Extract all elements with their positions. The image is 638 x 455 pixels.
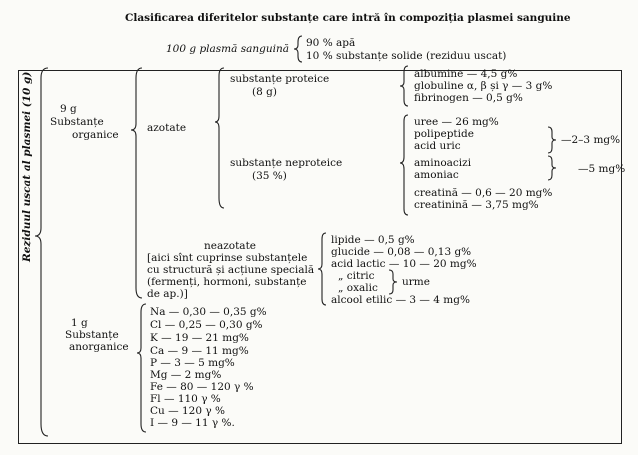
organic-label-2: organice xyxy=(72,129,119,141)
uree: uree — 26 mg% xyxy=(414,116,499,128)
organic-amount: 9 g xyxy=(60,103,77,115)
mineral-cl: Cl — 0,25 — 0,30 g% xyxy=(150,319,263,331)
neazotate-note-4: de ap.)] xyxy=(147,288,188,300)
azotate-label: azotate xyxy=(147,122,187,134)
brace-proteice xyxy=(400,66,408,106)
acid-uric: acid uric xyxy=(414,140,461,152)
organic-label-1: Substanțe xyxy=(50,116,104,128)
aminoacizi: aminoacizi xyxy=(414,157,472,169)
proteice-amount: (8 g) xyxy=(252,86,277,98)
mineral-p: P — 3 — 5 mg% xyxy=(150,357,235,369)
mineral-k: K — 19 — 21 mg% xyxy=(150,332,249,344)
creatina: creatină — 0,6 — 20 mg% xyxy=(414,187,553,199)
brace-urme xyxy=(389,270,397,294)
neazotate-note-1: [aici sînt cuprinse substanțele xyxy=(147,252,308,264)
group1-value: —2–3 mg% xyxy=(561,134,621,146)
globuline: globuline α, β și γ — 3 g% xyxy=(414,80,553,92)
brace-azotate xyxy=(215,68,224,208)
neazotate-note-2: cu structură și acțiune specială xyxy=(147,264,315,276)
brace-organic xyxy=(131,68,142,298)
neproteice-amount: (35 %) xyxy=(252,170,287,182)
mineral-fl: Fl — 110 γ % xyxy=(150,393,221,405)
brace-residue xyxy=(35,68,48,436)
mineral-na: Na — 0,30 — 0,35 g% xyxy=(150,306,267,318)
glucide: glucide — 0,08 — 0,13 g% xyxy=(331,246,472,258)
albumine: albumine — 4,5 g% xyxy=(414,68,518,80)
alcool-etilic: alcool etilic — 3 — 4 mg% xyxy=(331,294,470,306)
fibrinogen: fibrinogen — 0,5 g% xyxy=(414,92,523,104)
brace-group1 xyxy=(548,127,556,153)
inorganic-amount: 1 g xyxy=(71,317,88,329)
neazotate-note-3: (fermenți, hormoni, substanțe xyxy=(147,276,307,288)
lipide: lipide — 0,5 g% xyxy=(331,234,415,246)
mineral-mg: Mg — 2 mg% xyxy=(150,369,222,381)
mineral-cu: Cu — 120 γ % xyxy=(150,405,225,417)
neazotate-label: neazotate xyxy=(204,240,257,252)
group2-value: —5 mg% xyxy=(578,163,626,175)
amoniac: amoniac xyxy=(414,169,459,181)
inorganic-label-2: anorganice xyxy=(69,341,129,353)
mineral-i: I — 9 — 11 γ %. xyxy=(150,417,235,429)
brace-group2 xyxy=(548,156,556,180)
acid-citric: „ citric xyxy=(338,270,375,282)
brace-inorganic xyxy=(137,304,146,432)
brace-neproteice xyxy=(400,115,408,215)
proteice-label: substanțe proteice xyxy=(230,73,330,85)
brace-neazotate xyxy=(318,233,326,305)
header-water: 90 % apă xyxy=(306,37,356,49)
polipeptide: polipeptide xyxy=(414,128,474,140)
brace-header xyxy=(294,36,302,62)
creatinina: creatinină — 3,75 mg% xyxy=(414,199,539,211)
acid-oxalic: „ oxalic xyxy=(338,282,378,294)
side-label-residue: Reziduul uscat al plasmei (10 g) xyxy=(21,71,33,262)
mineral-fe: Fe — 80 — 120 γ % xyxy=(150,381,254,393)
mineral-ca: Ca — 9 — 11 mg% xyxy=(150,345,249,357)
header-solids: 10 % substanțe solide (reziduu uscat) xyxy=(306,50,507,62)
urme: urme xyxy=(402,276,430,288)
document-title: Clasificarea diferitelor substanțe care intră în compoziția plasmei sanguine xyxy=(125,12,571,24)
neproteice-label: substanțe neproteice xyxy=(230,157,343,169)
header-plasma-label: 100 g plasmă sanguină xyxy=(166,43,289,55)
acid-lactic: acid lactic — 10 — 20 mg% xyxy=(331,258,477,270)
inorganic-label-1: Substanțe xyxy=(65,329,119,341)
